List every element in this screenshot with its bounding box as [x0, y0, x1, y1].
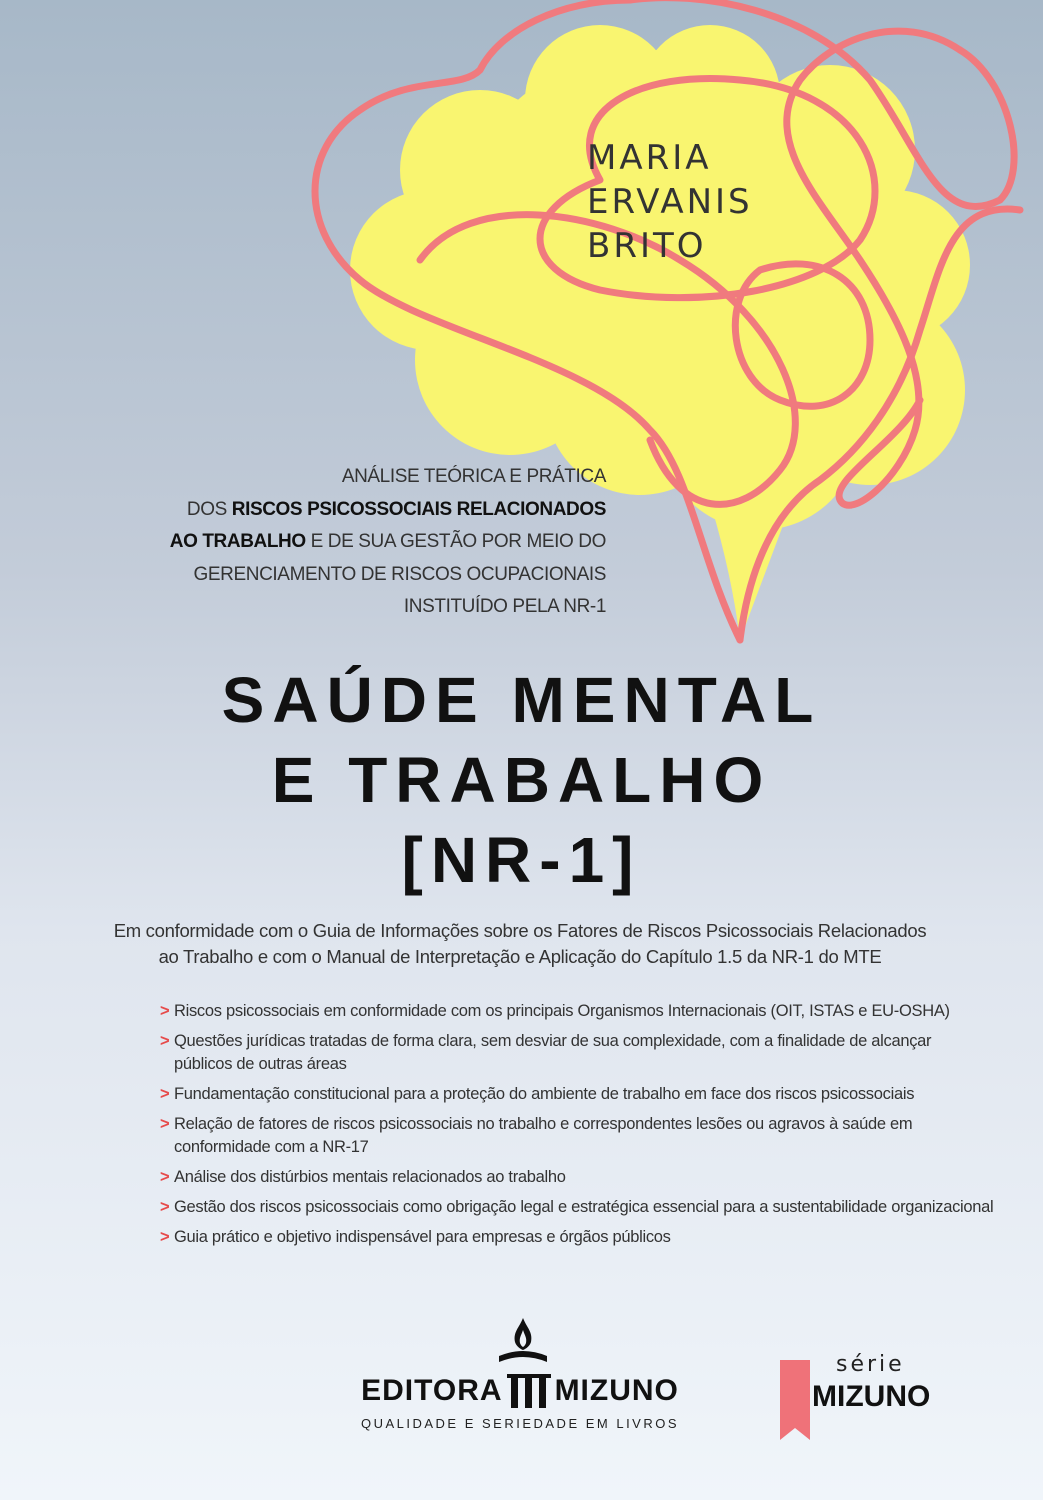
series-name: MIZUNO — [812, 1380, 931, 1413]
bullet-arrow-icon: > — [160, 1032, 170, 1050]
tagline-line-1: ANÁLISE TEÓRICA E PRÁTICA — [341, 466, 606, 487]
feature-item — [160, 1083, 1000, 1106]
book-subtitle — [90, 918, 950, 970]
bullet-arrow-icon: > — [160, 1115, 170, 1133]
feature-item — [160, 1113, 1000, 1159]
feature-item — [160, 1030, 1000, 1076]
feature-item — [160, 1000, 1000, 1023]
feature-text: conformidade com a NR-17 — [174, 1138, 369, 1156]
cover-tagline — [166, 461, 606, 624]
feature-text: públicos de outras áreas — [174, 1055, 347, 1073]
feature-item — [160, 1166, 1000, 1189]
feature-text: Questões jurídicas tratadas de forma clara, sem desviar de sua complexidade, com a finalidade de alcançar — [174, 1032, 932, 1050]
title-line-1: SAÚDE MENTAL — [221, 664, 822, 736]
author-name-line-2: ERVANIS — [587, 182, 753, 222]
title-line-2: E TRABALHO — [271, 744, 772, 816]
tagline-line-3 — [166, 526, 606, 559]
bullet-arrow-icon: > — [160, 1228, 170, 1246]
bullet-arrow-icon: > — [160, 1002, 170, 1020]
feature-item — [160, 1196, 1000, 1219]
publisher-pillars-icon — [507, 1374, 551, 1408]
series-label: série — [836, 1352, 905, 1377]
feature-text: Riscos psicossociais em conformidade com os principais Organismos Internacionais (OIT, ISTAS e EU-OSHA) — [174, 1002, 950, 1020]
subtitle-line-1: Em conformidade com o Guia de Informações sobre os Fatores de Riscos Psicossociais Relacionados — [113, 920, 927, 941]
tagline-bold-text: RISCOS PSICOSSOCIAIS RELACIONADOS — [231, 498, 606, 520]
subtitle-line-2: ao Trabalho e com o Manual de Interpretação e Aplicação do Capítulo 1.5 da NR-1 do MTE — [158, 946, 882, 967]
tagline-line-4: GERENCIAMENTO DE RISCOS OCUPACIONAIS — [193, 563, 606, 585]
tagline-line-5: INSTITUÍDO PELA NR-1 — [403, 596, 606, 617]
bullet-arrow-icon: > — [160, 1085, 170, 1103]
tagline-text: DOS — [186, 498, 232, 520]
feature-list — [160, 1000, 1000, 1256]
tagline-line-2 — [166, 494, 606, 527]
publisher-name-left: EDITORA — [361, 1374, 503, 1407]
bullet-arrow-icon: > — [160, 1168, 170, 1186]
publisher-name-right: MIZUNO — [554, 1374, 679, 1407]
publisher-tagline: QUALIDADE E SERIEDADE EM LIVROS — [360, 1416, 680, 1431]
flame-book-icon — [493, 1316, 553, 1376]
feature-text: Análise dos distúrbios mentais relacionados ao trabalho — [174, 1168, 566, 1186]
tagline-bold-text: AO TRABALHO — [169, 531, 306, 552]
feature-item — [160, 1226, 1000, 1249]
bookmark-icon — [780, 1360, 810, 1440]
feature-text: Relação de fatores de riscos psicossociais no trabalho e correspondentes lesões ou agravos à saúde em — [174, 1115, 913, 1133]
feature-text: Guia prático e objetivo indispensável para empresas e órgãos públicos — [174, 1228, 671, 1246]
feature-text: Fundamentação constitucional para a proteção do ambiente de trabalho em face dos riscos psicossociais — [174, 1085, 915, 1103]
author-name-line-3: BRITO — [587, 226, 707, 266]
tagline-text: E DE SUA GESTÃO POR MEIO DO — [305, 531, 606, 552]
book-title — [0, 660, 1043, 900]
title-line-3: [NR-1] — [401, 824, 642, 896]
author-name-line-1: MARIA — [587, 138, 712, 178]
feature-text: Gestão dos riscos psicossociais como obrigação legal e estratégica essencial para a sustentabilidade organizacional — [174, 1198, 994, 1216]
bullet-arrow-icon: > — [160, 1198, 170, 1216]
publisher-name — [330, 1374, 710, 1408]
publisher-logo — [330, 1312, 710, 1442]
series-logo — [780, 1352, 980, 1442]
